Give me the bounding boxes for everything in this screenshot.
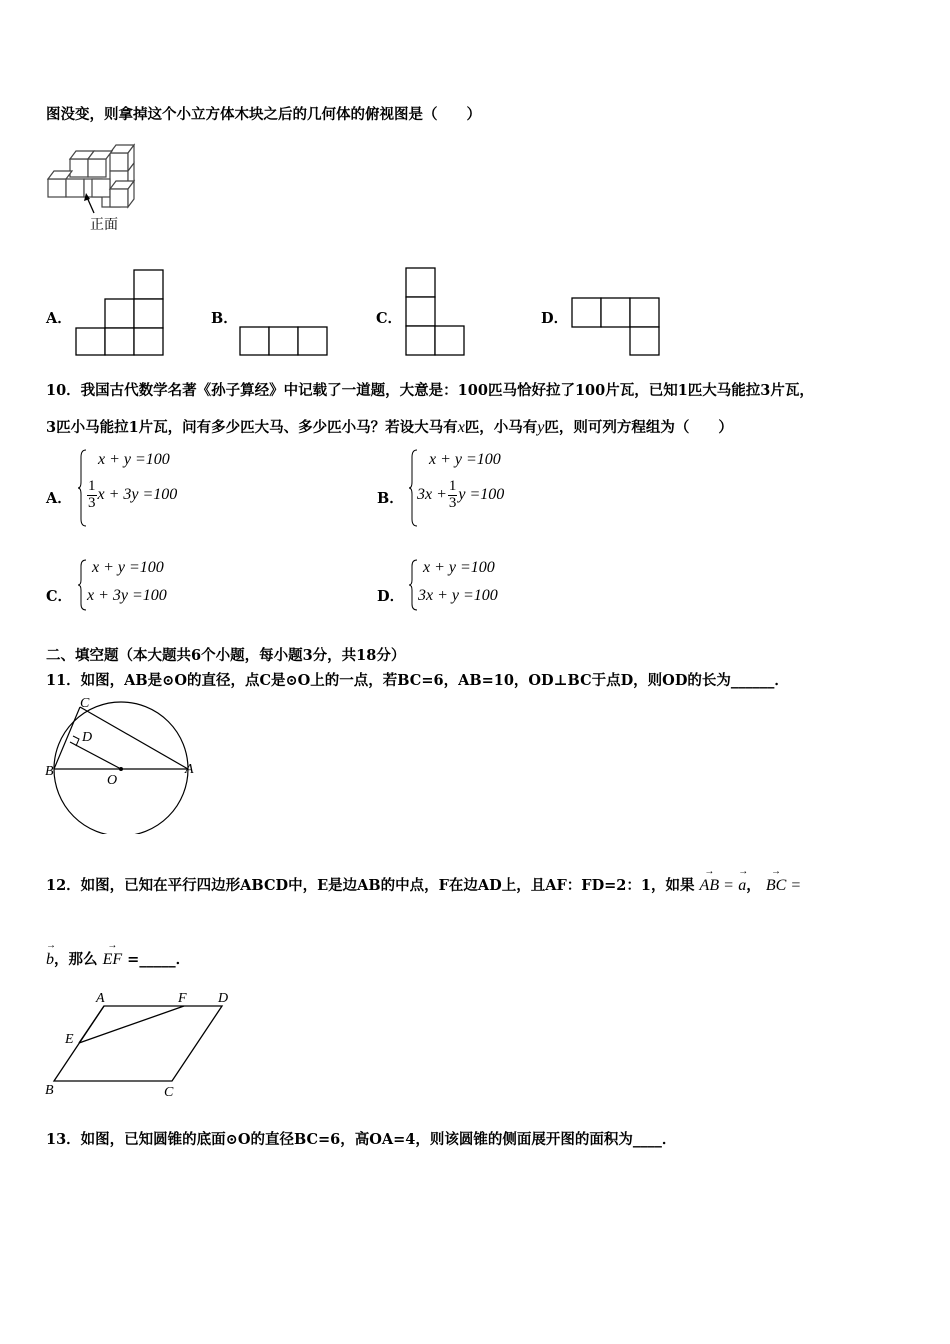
q9-option-a-label[interactable]: A．: [46, 310, 72, 327]
q9-option-b-figure[interactable]: [238, 325, 330, 357]
q9-option-b-label[interactable]: B．: [211, 310, 238, 327]
q10-a-eq2: [86, 479, 177, 512]
q11-circle-figure: [44, 696, 196, 834]
q10-option-b-label[interactable]: B．: [377, 490, 404, 507]
segment-od: [70, 742, 121, 769]
q10-option-b-system[interactable]: [409, 447, 549, 527]
q12-mid: ，那么: [54, 951, 98, 968]
q10-var-y: y: [537, 419, 545, 436]
q10-b-eq2-post: y =100: [458, 485, 505, 503]
q10-a-eq2-post: x + 3y =100: [97, 485, 178, 503]
q10-d-eq2: 3x + y =100: [418, 587, 498, 604]
q12-vec-ef: EF: [102, 951, 123, 968]
q10-option-d-label[interactable]: D．: [377, 588, 405, 605]
q11-label-a: A: [185, 762, 194, 777]
q12-vec-bc: BC: [765, 877, 787, 894]
q10-a-frac-num: 1: [88, 478, 96, 494]
q11-label-b: B: [45, 764, 54, 779]
q12-line2: → b，那么 → EF =_____．: [46, 940, 191, 968]
q9-cube-figure: [44, 133, 136, 239]
q12-label-a: A: [96, 991, 105, 1006]
q12-label-b: B: [45, 1083, 54, 1098]
section2-heading: 二、填空题（本大题共6个小题，每小题3分，共18分）: [46, 647, 406, 664]
q10-line1: 10．我国古代数学名著《孙子算经》中记载了一道题，大意是：100匹马恰好拉了100片瓦，已知1匹大马能拉3片瓦，: [46, 382, 814, 399]
q12-vec-b: b: [46, 951, 54, 968]
q10-b-frac-den: 3: [448, 494, 457, 511]
q10-d-eq1: x + y =100: [423, 559, 495, 576]
q10-c-eq1: x + y =100: [92, 559, 164, 576]
q12-line1-text: 12．如图，已知在平行四边形ABCD中，E是边AB的中点，F在边AD上，且AF：FD=2：1，如果: [46, 877, 695, 894]
q10-line2: [46, 416, 733, 437]
q9-option-c-label[interactable]: C．: [376, 310, 403, 327]
q10-line2-b: 匹，小马有: [464, 419, 538, 436]
q12-line1: 12．如图，已知在平行四边形ABCD中，E是边AB的中点，F在边AD上，且AF：FD=2：1，如果 → AB = → a， → BC =: [46, 866, 801, 894]
q10-b-eq1: x + y =100: [429, 451, 501, 468]
q10-c-eq2: x + 3y =100: [87, 587, 167, 604]
q12-label-c: C: [164, 1085, 174, 1098]
q12-eq1: =: [724, 877, 734, 894]
chord-ca: [80, 707, 188, 769]
q9-figure-label: 正面: [90, 218, 118, 233]
q12-tail: =_____．: [127, 951, 191, 968]
q10-b-eq2: [417, 479, 504, 512]
q9-option-a-figure[interactable]: [74, 268, 166, 358]
q13-text: 13．如图，已知圆锥的底面⊙O的直径BC=6，高OA=4，则该圆锥的侧面展开图的面积为____．: [46, 1131, 677, 1148]
q9-intro: 图没变，则拿掉这个小立方体木块之后的几何体的俯视图是（ ）: [46, 106, 481, 123]
q10-option-a-label[interactable]: A．: [46, 490, 72, 507]
q10-a-frac-den: 3: [88, 494, 96, 511]
q10-line2-a: 3匹小马能拉1片瓦，问有多少匹大马、多少匹小马？若设大马有: [46, 419, 458, 436]
q12-parallelogram-figure: [44, 986, 240, 1098]
q12-vec-a: a: [738, 877, 747, 894]
q9-option-c-figure[interactable]: [404, 266, 468, 358]
q10-option-d-system[interactable]: [409, 557, 549, 613]
q10-a-eq1: x + y =100: [98, 451, 170, 468]
cube: [110, 153, 128, 171]
q10-line2-c: 匹，则可列方程组为（ ）: [544, 419, 733, 436]
q11-label-d: D: [82, 730, 93, 745]
q12-comma: ，: [746, 877, 761, 894]
center-point: [119, 767, 123, 771]
q10-var-x: x: [457, 419, 465, 436]
q10-b-frac-num: 1: [448, 478, 457, 494]
q12-eq2: =: [791, 877, 801, 894]
q11-label-c: C: [80, 696, 90, 711]
q12-vec-ab: AB: [699, 877, 720, 894]
q10-option-c-system[interactable]: [78, 557, 218, 613]
q12-label-e: E: [65, 1032, 74, 1047]
q12-label-d: D: [218, 991, 229, 1006]
q9-option-d-figure[interactable]: [570, 296, 662, 358]
q10-option-c-label[interactable]: C．: [46, 588, 73, 605]
q9-option-d-label[interactable]: D．: [541, 310, 569, 327]
q10-option-a-system[interactable]: [78, 447, 218, 527]
q12-label-f: F: [178, 991, 187, 1006]
q11-text: 11．如图，AB是⊙O的直径，点C是⊙O上的一点，若BC=6，AB=10，OD⊥BC于点D，则OD的长为______．: [46, 672, 789, 689]
segment-ef: [79, 1006, 184, 1043]
q11-label-o: O: [107, 773, 118, 788]
q10-b-eq2-pre: 3x +: [417, 485, 447, 503]
